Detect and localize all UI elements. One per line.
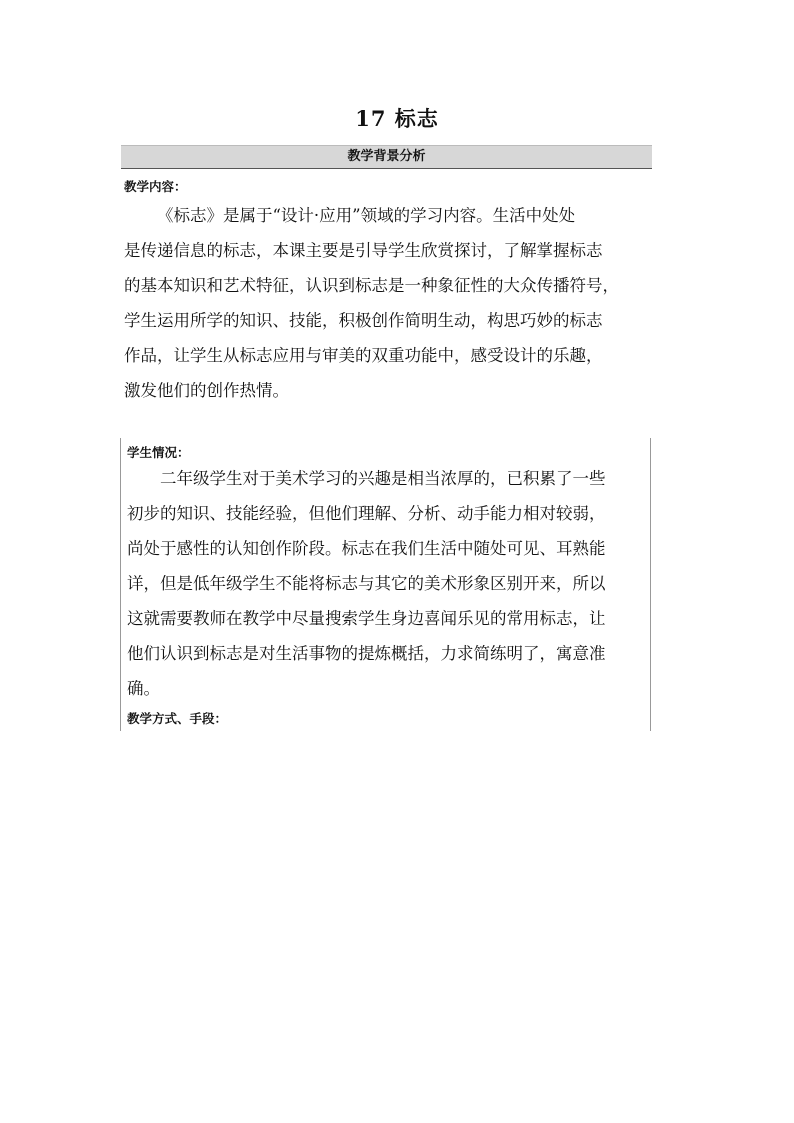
students-line-6: 他们认识到标志是对生活事物的提炼概括，力求简练明了，寓意准 bbox=[127, 644, 606, 663]
content-line-4: 学生运用所学的知识、技能，积极创作简明生动，构思巧妙的标志 bbox=[124, 311, 603, 330]
content-line-6: 激发他们的创作热情。 bbox=[124, 381, 289, 400]
students-line-2: 初步的知识、技能经验，但他们理解、分析、动手能力相对较弱， bbox=[127, 504, 606, 523]
students-label: 学生情况： bbox=[127, 445, 190, 460]
students-line-3: 尚处于感性的认知创作阶段。标志在我们生活中随处可见、耳熟能 bbox=[127, 539, 606, 558]
content-line-3: 的基本知识和艺术特征，认识到标志是一种象征性的大众传播符号， bbox=[124, 276, 619, 295]
content-line-2: 是传递信息的标志，本课主要是引导学生欣赏探讨，了解掌握标志 bbox=[124, 241, 603, 260]
left-border-line bbox=[120, 438, 121, 731]
content-paragraph bbox=[124, 198, 652, 408]
right-border-line bbox=[650, 438, 651, 731]
students-line-7: 确。 bbox=[127, 679, 160, 698]
content-line-1: 《标志》是属于“设计·应用”领域的学习内容。生活中处处 bbox=[157, 206, 576, 225]
students-line-1: 二年级学生对于美术学习的兴趣是相当浓厚的，已积累了一些 bbox=[160, 469, 606, 488]
students-paragraph bbox=[127, 461, 645, 706]
section-header: 教学背景分析 bbox=[121, 145, 652, 169]
content-label: 教学内容： bbox=[124, 179, 187, 194]
methods-label: 教学方式、手段： bbox=[127, 711, 228, 726]
students-line-4: 详，但是低年级学生不能将标志与其它的美术形象区别开来，所以 bbox=[127, 574, 606, 593]
page-title: 17 标志 bbox=[355, 106, 439, 131]
students-line-5: 这就需要教师在教学中尽量搜索学生身边喜闻乐见的常用标志，让 bbox=[127, 609, 606, 628]
content-line-5: 作品，让学生从标志应用与审美的双重功能中，感受设计的乐趣， bbox=[124, 346, 603, 365]
